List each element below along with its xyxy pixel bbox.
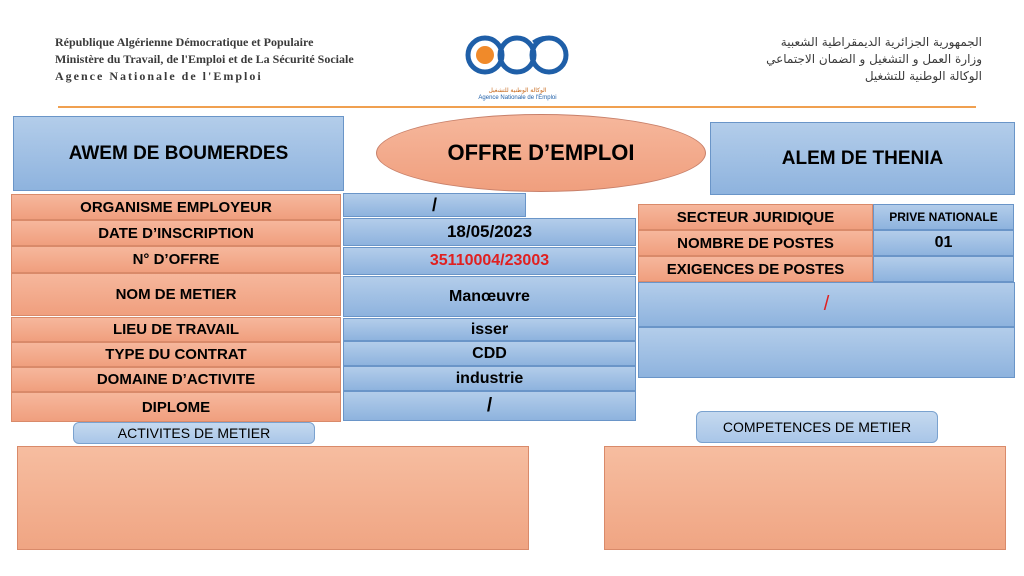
value-date [343, 218, 636, 246]
value-exigences [873, 256, 1014, 282]
label-text: DATE D’INSCRIPTION [98, 224, 254, 242]
label-nombre [638, 230, 873, 256]
label-date [11, 220, 341, 246]
label-text: NOMBRE DE POSTES [677, 234, 834, 252]
value-metier [343, 276, 636, 317]
label-text: ORGANISME EMPLOYEUR [80, 198, 272, 216]
value-text: 18/05/2023 [446, 222, 533, 241]
label-text: LIEU DE TRAVAIL [112, 321, 240, 338]
exigences-detail-box [638, 282, 1015, 327]
label-text: EXIGENCES DE POSTES [666, 260, 845, 278]
label-text: DIPLOME [141, 398, 211, 416]
header-ar-line1: الجمهورية الجزائرية الديمقراطية الشعبية [780, 35, 982, 49]
awem-title-box [13, 116, 344, 191]
offre-title-ellipse [376, 114, 706, 192]
awem-title: AWEM DE BOUMERDES [68, 142, 289, 164]
label-text: TYPE DU CONTRAT [105, 346, 247, 363]
label-organisme [11, 194, 341, 220]
value-text: CDD [472, 344, 507, 362]
label-exigences [638, 256, 873, 282]
value-numero [343, 247, 636, 275]
value-domaine [343, 366, 636, 391]
label-numero [11, 246, 341, 273]
label-lieu [11, 317, 341, 342]
header-french [55, 34, 354, 85]
label-metier [11, 273, 341, 316]
value-text: / [486, 395, 493, 416]
header-fr-line2: Ministère du Travail, de l'Emploi et de La Sécurité Sociale [55, 52, 354, 66]
alem-title: ALEM DE THENIA [781, 147, 944, 169]
activites-label: ACTIVITES DE METIER [117, 425, 271, 441]
value-secteur [873, 204, 1014, 230]
anem-logo [455, 30, 580, 102]
exigences-detail-value: / [823, 293, 830, 315]
competences-panel [604, 446, 1006, 550]
value-contrat [343, 341, 636, 366]
label-domaine [11, 367, 341, 392]
alem-title-box [710, 122, 1015, 195]
activites-header [73, 422, 315, 444]
label-contrat [11, 342, 341, 367]
value-text: industrie [455, 369, 524, 387]
header-ar-line3: الوكالة الوطنية للتشغيل [864, 69, 982, 83]
value-lieu [343, 318, 636, 341]
logo-mark-icon [455, 30, 580, 82]
header-ar-line2: وزارة العمل و التشغيل و الضمان الاجتماعي [766, 52, 982, 66]
label-diplome [11, 392, 341, 422]
label-text: N° D’OFFRE [132, 251, 220, 268]
header-fr-line3: Agence Nationale de l'Emploi [55, 69, 263, 83]
header-arabic [766, 34, 982, 85]
value-text: isser [470, 320, 509, 338]
value-text: Manœuvre [449, 287, 530, 305]
logo-arabic-text: الوكالة الوطنية للتشغيل [488, 88, 547, 94]
competences-header [696, 411, 938, 443]
value-diplome [343, 391, 636, 421]
label-text: SECTEUR JURIDIQUE [676, 208, 835, 226]
header-fr-line1: République Algérienne Démocratique et Populaire [55, 35, 314, 49]
label-secteur [638, 204, 873, 230]
value-text: / [431, 194, 437, 215]
value-nombre [873, 230, 1014, 256]
logo-french-text: Agence Nationale de l'Emploi [478, 95, 557, 101]
value-text: 01 [934, 234, 953, 251]
value-text: 35110004/23003 [429, 252, 550, 269]
header-divider [58, 106, 976, 108]
exigences-extra-box [638, 327, 1015, 378]
value-text: PRIVE NATIONALE [889, 210, 998, 224]
label-text: NOM DE METIER [115, 286, 237, 303]
offre-title: OFFRE D’EMPLOI [447, 140, 635, 165]
label-text: DOMAINE D’ACTIVITE [96, 371, 256, 388]
competences-label: COMPETENCES DE METIER [722, 419, 912, 435]
value-organisme [343, 193, 526, 217]
activites-panel [17, 446, 529, 550]
